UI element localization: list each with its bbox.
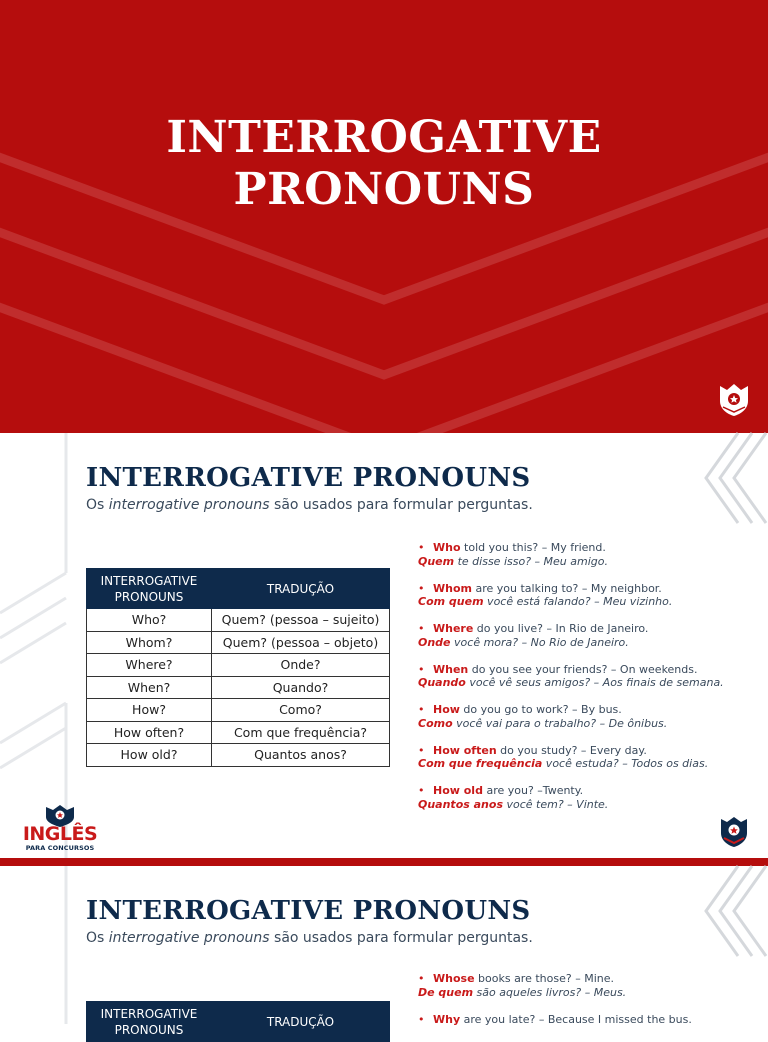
table-row xyxy=(87,609,390,632)
table-row xyxy=(87,654,390,677)
content-slide xyxy=(0,433,768,858)
slide-subtitle: Os interrogative pronouns são usados para formular perguntas. xyxy=(86,930,533,946)
table-header: INTERROGATIVE PRONOUNS xyxy=(87,1002,212,1042)
shield-logo-icon xyxy=(719,383,749,417)
table-cell: Where? xyxy=(87,654,212,677)
examples-list xyxy=(418,541,724,825)
shield-logo-icon xyxy=(720,816,748,848)
slide-heading: INTERROGATIVE PRONOUNS xyxy=(86,463,531,493)
slide-divider xyxy=(0,858,768,866)
table-header: TRADUÇÃO xyxy=(212,569,390,609)
table-cell: Com que frequência? xyxy=(212,721,390,744)
title-slide xyxy=(0,0,768,433)
table-cell: Onde? xyxy=(212,654,390,677)
table-header: INTERROGATIVE PRONOUNS xyxy=(87,569,212,609)
table-row xyxy=(87,744,390,767)
brand-logo xyxy=(22,805,98,853)
table-cell: When? xyxy=(87,676,212,699)
table-header: TRADUÇÃO xyxy=(212,1002,390,1042)
list-item: • When do you see your friends? – On weekends. Quando você vê seus amigos? – Aos finais de semana. xyxy=(418,662,724,689)
brand-tagline: PARA CONCURSOS xyxy=(25,844,95,852)
table-row xyxy=(87,631,390,654)
table-cell: Quem? (pessoa – objeto) xyxy=(212,631,390,654)
table-cell: Como? xyxy=(212,699,390,722)
list-item: • How do you go to work? – By bus. Como você vai para o trabalho? – De ônibus. xyxy=(418,703,668,730)
table-cell: How old? xyxy=(87,744,212,767)
table-cell: Whom? xyxy=(87,631,212,654)
table-cell: Quem? (pessoa – sujeito) xyxy=(212,609,390,632)
examples-list xyxy=(418,972,692,1040)
chevron-background xyxy=(0,0,768,433)
slide-subtitle: Os interrogative pronouns são usados para formular perguntas. xyxy=(86,497,533,513)
slide-heading: INTERROGATIVE PRONOUNS xyxy=(86,896,531,926)
table-row xyxy=(87,721,390,744)
table-cell: Quando? xyxy=(212,676,390,699)
table-cell: How? xyxy=(87,699,212,722)
table-cell: Who? xyxy=(87,609,212,632)
table-cell: Quantos anos? xyxy=(212,744,390,767)
list-item: • Whose books are those? – Mine. De quem são aqueles livros? – Meus. xyxy=(418,972,627,999)
list-item: • Whom are you talking to? – My neighbor. Com quem você está falando? – Meu vizinho. xyxy=(418,581,673,608)
table-cell: How often? xyxy=(87,721,212,744)
list-item: • How often do you study? – Every day. Com que frequência você estuda? – Todos os dias. xyxy=(418,743,709,770)
content-slide xyxy=(0,866,768,1037)
list-item: • How old are you? –Twenty. Quantos anos você tem? – Vinte. xyxy=(418,784,609,811)
brand-name: INGLÊS xyxy=(22,823,98,845)
list-item: • Why are you late? – Because I missed the bus. xyxy=(418,1012,692,1026)
pronouns-table xyxy=(86,1001,390,1042)
list-item: • Who told you this? – My friend. Quem te disse isso? – Meu amigo. xyxy=(418,541,608,568)
pronouns-table xyxy=(86,568,390,767)
title-slide-heading: INTERROGATIVE PRONOUNS xyxy=(166,112,602,215)
table-row xyxy=(87,699,390,722)
table-row xyxy=(87,676,390,699)
list-item: • Where do you live? – In Rio de Janeiro. Onde você mora? – No Rio de Janeiro. xyxy=(418,622,649,649)
